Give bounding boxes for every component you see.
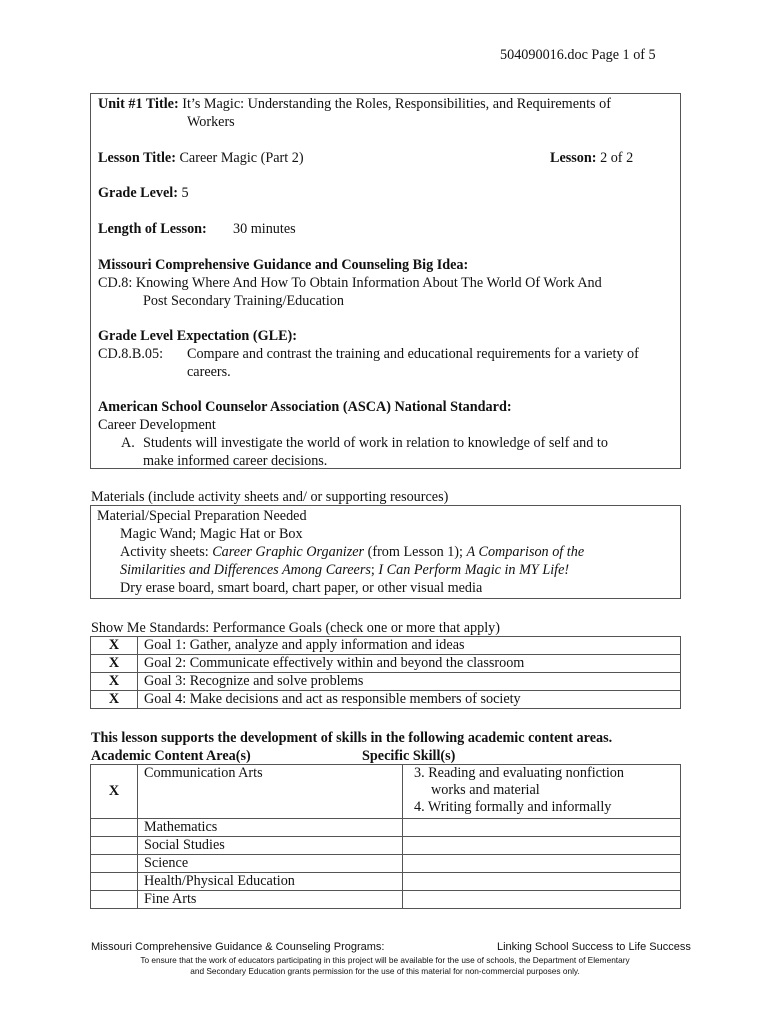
page-header: 504090016.doc Page 1 of 5 (500, 47, 656, 63)
content-skills (403, 873, 681, 891)
content-area: Science (138, 855, 403, 873)
lesson-title (98, 149, 304, 167)
content-table (90, 764, 681, 909)
content-row (91, 873, 681, 891)
content-area: Fine Arts (138, 891, 403, 909)
asca-line2: make informed career decisions. (143, 453, 328, 469)
content-row (91, 855, 681, 873)
content-check[interactable] (91, 873, 138, 891)
unit-title (98, 95, 611, 113)
content-area: Communication Arts (138, 765, 403, 819)
content-check[interactable] (91, 891, 138, 909)
goal-check[interactable]: X (91, 673, 138, 691)
materials-line2: Activity sheets: Career Graphic Organizer (from Lesson 1); A Comparison of the (120, 544, 585, 560)
content-area: Social Studies (138, 837, 403, 855)
goal-check[interactable]: X (91, 655, 138, 673)
gle-code: CD.8.B.05: (98, 346, 164, 362)
content-check[interactable] (91, 855, 138, 873)
skill-item: 4. Writing formally and informally (414, 799, 612, 815)
content-col-skill: Specific Skill(s) (362, 748, 456, 764)
gle-label: Grade Level Expectation (GLE): (98, 328, 297, 344)
grade-level (98, 184, 189, 202)
unit-title-line2: Workers (187, 114, 235, 130)
content-check[interactable] (91, 837, 138, 855)
goal-row (91, 637, 681, 655)
lesson-number-value: 2 of 2 (600, 150, 634, 166)
lesson-length-value: 30 minutes (233, 221, 296, 237)
goal-row (91, 673, 681, 691)
goal-text: Goal 4: Make decisions and act as responsible members of society (138, 691, 681, 709)
content-col-area: Academic Content Area(s) (91, 748, 251, 764)
unit-title-line1: It’s Magic: Understanding the Roles, Responsibilities, and Requirements of (182, 96, 611, 112)
big-idea-line1: CD.8: Knowing Where And How To Obtain Information About The World Of Work And (98, 275, 602, 291)
big-idea-label: Missouri Comprehensive Guidance and Counseling Big Idea: (98, 257, 469, 273)
materials-line4: Dry erase board, smart board, chart paper, or other visual media (120, 580, 483, 596)
lesson-title-label: Lesson Title: (98, 150, 176, 166)
content-check[interactable] (91, 819, 138, 837)
gle-line1: Compare and contrast the training and educational requirements for a variety of (187, 346, 639, 362)
goal-text: Goal 1: Gather, analyze and apply information and ideas (138, 637, 681, 655)
content-row (91, 819, 681, 837)
goal-text: Goal 3: Recognize and solve problems (138, 673, 681, 691)
materials-heading: Materials (include activity sheets and/ or supporting resources) (91, 489, 449, 505)
content-check[interactable]: X (91, 765, 138, 819)
content-heading: This lesson supports the development of skills in the following academic content areas. (91, 730, 613, 746)
content-area: Health/Physical Education (138, 873, 403, 891)
goal-check[interactable]: X (91, 637, 138, 655)
content-area: Mathematics (138, 819, 403, 837)
goal-text: Goal 2: Communicate effectively within and beyond the classroom (138, 655, 681, 673)
content-skills (403, 891, 681, 909)
footer-note-line2: and Secondary Education grants permission for the use of this material for non-commercial purposes only. (190, 966, 580, 976)
content-row (91, 837, 681, 855)
materials-box-title: Material/Special Preparation Needed (97, 508, 307, 524)
content-row (91, 765, 681, 819)
materials-line3: Similarities and Differences Among Careers; I Can Perform Magic in MY Life! (120, 562, 570, 578)
standards-table (90, 636, 681, 709)
gle-line2: careers. (187, 364, 231, 380)
content-skills (403, 765, 681, 819)
goal-check[interactable]: X (91, 691, 138, 709)
content-skills (403, 855, 681, 873)
content-row (91, 891, 681, 909)
asca-line1: Students will investigate the world of work in relation to knowledge of self and to (143, 435, 608, 451)
unit-title-label: Unit #1 Title: (98, 96, 179, 112)
standards-heading: Show Me Standards: Performance Goals (check one or more that apply) (91, 620, 500, 636)
skill-item-cont: works and material (431, 782, 540, 798)
content-skills (403, 819, 681, 837)
asca-area: Career Development (98, 417, 216, 433)
lesson-number-label: Lesson: (550, 150, 597, 166)
big-idea-line2: Post Secondary Training/Education (143, 293, 344, 309)
footer-left: Missouri Comprehensive Guidance & Counseling Programs: (91, 941, 385, 953)
goal-row (91, 691, 681, 709)
lesson-title-value: Career Magic (Part 2) (179, 150, 304, 166)
goal-row (91, 655, 681, 673)
asca-label: American School Counselor Association (ASCA) National Standard: (98, 399, 512, 415)
materials-line1: Magic Wand; Magic Hat or Box (120, 526, 303, 542)
lesson-number (550, 149, 633, 167)
footer-note-line1: To ensure that the work of educators participating in this project will be available for the use of schools, the Department of Elementary (140, 955, 630, 965)
content-skills (403, 837, 681, 855)
grade-level-label: Grade Level: (98, 185, 178, 201)
asca-item-letter: A. (121, 435, 135, 451)
footer-right: Linking School Success to Life Success (497, 941, 691, 953)
grade-level-value: 5 (181, 185, 189, 201)
skill-item: 3. Reading and evaluating nonfiction (414, 765, 624, 781)
lesson-length-label: Length of Lesson: (98, 221, 207, 237)
